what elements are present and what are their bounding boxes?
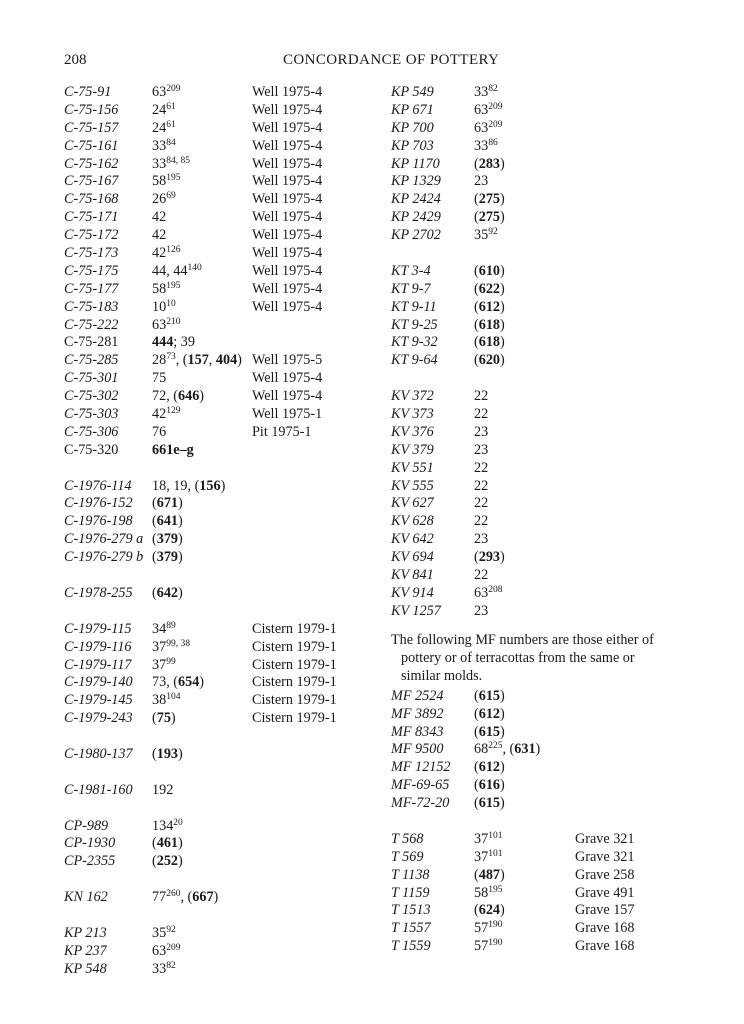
inventory-number: C-75-162	[64, 155, 119, 172]
inventory-number: T 1138	[391, 866, 430, 883]
concordance-row	[64, 352, 364, 370]
inventory-number: C-1979-140	[64, 674, 133, 691]
catalogue-reference: $33^{82}$	[152, 960, 176, 977]
catalogue-reference: 72, (646)	[152, 388, 205, 405]
catalogue-reference: $57^{190}$	[474, 920, 503, 937]
concordance-row	[64, 120, 364, 138]
section-gap	[64, 460, 364, 478]
catalogue-reference: $63^{209}$	[152, 84, 181, 100]
concordance-row	[64, 782, 364, 800]
concordance-row	[391, 724, 691, 742]
inventory-number: C-1979-115	[64, 620, 132, 637]
catalogue-reference: (618)	[474, 334, 505, 351]
inventory-number: KT 9-7	[391, 280, 431, 297]
catalogue-reference: 444; 39	[152, 334, 195, 351]
inventory-number: KV 628	[391, 513, 434, 530]
catalogue-reference: $38^{104}$	[152, 692, 181, 709]
inventory-number: MF 9500	[391, 741, 444, 758]
catalogue-reference: 22	[474, 459, 489, 476]
concordance-row	[391, 603, 691, 621]
section-gap	[64, 567, 364, 585]
catalogue-reference: 22	[474, 477, 489, 494]
concordance-row	[64, 710, 364, 728]
inventory-number: C-75-303	[64, 406, 119, 423]
inventory-number: C-75-183	[64, 298, 119, 315]
inventory-number: KV 642	[391, 531, 434, 548]
concordance-row	[391, 281, 691, 299]
deposit-context: Well 1975-4	[252, 280, 323, 297]
concordance-row	[64, 102, 364, 120]
inventory-number: C-75-302	[64, 388, 119, 405]
catalogue-reference: 22	[474, 406, 489, 423]
catalogue-reference: (612)	[474, 705, 505, 722]
deposit-context: Well 1975-4	[252, 227, 323, 244]
catalogue-reference: 44, $44^{140}$	[152, 262, 202, 279]
catalogue-reference: $28^{73}$, (157, 404)	[152, 352, 242, 369]
catalogue-reference: 23	[474, 423, 489, 440]
section-gap	[64, 800, 364, 818]
concordance-row	[64, 191, 364, 209]
inventory-number: C-75-173	[64, 245, 119, 262]
catalogue-reference: $33^{84}$	[152, 137, 176, 154]
catalogue-reference: (379)	[152, 531, 183, 548]
concordance-row	[391, 495, 691, 513]
inventory-number: KV 694	[391, 549, 434, 566]
concordance-row	[64, 406, 364, 424]
inventory-number: C-75-281	[64, 334, 119, 351]
inventory-number: MF-72-20	[391, 795, 450, 812]
catalogue-reference: (379)	[152, 549, 183, 566]
catalogue-reference: (610)	[474, 262, 505, 279]
deposit-context: Well 1975-4	[252, 388, 323, 405]
inventory-number: C-1979-243	[64, 710, 133, 727]
concordance-row	[391, 706, 691, 724]
catalogue-reference: (283)	[474, 155, 505, 172]
catalogue-reference: $58^{195}$	[474, 884, 503, 901]
concordance-row	[64, 889, 364, 907]
concordance-row	[64, 621, 364, 639]
inventory-number: KV 555	[391, 477, 434, 494]
inventory-number: C-75-301	[64, 370, 119, 387]
catalogue-reference: $33^{82}$	[474, 84, 498, 100]
concordance-row	[391, 334, 691, 352]
concordance-row	[64, 495, 364, 513]
inventory-number: CP-989	[64, 817, 109, 834]
catalogue-reference: 22	[474, 567, 489, 584]
deposit-context: Cistern 1979-1	[252, 656, 337, 673]
concordance-row	[64, 138, 364, 156]
catalogue-reference: $63^{210}$	[152, 316, 181, 333]
concordance-row	[391, 759, 691, 777]
inventory-number: KT 9-25	[391, 316, 438, 333]
catalogue-reference: 661e–g	[152, 441, 194, 458]
catalogue-reference: (293)	[474, 549, 505, 566]
page-number: 208	[64, 52, 87, 68]
catalogue-reference: $37^{99}$	[152, 656, 176, 673]
inventory-number: MF 12152	[391, 759, 451, 776]
catalogue-reference: (275)	[474, 209, 505, 226]
inventory-number: KP 703	[391, 137, 434, 154]
catalogue-reference: $42^{126}$	[152, 245, 181, 262]
catalogue-reference: (671)	[152, 495, 183, 512]
catalogue-reference: $35^{92}$	[152, 924, 176, 941]
section-gap	[64, 907, 364, 925]
concordance-row	[64, 818, 364, 836]
inventory-number: T 1159	[391, 884, 430, 901]
section-gap	[391, 370, 691, 388]
inventory-number: C-1979-116	[64, 638, 132, 655]
concordance-row	[391, 317, 691, 335]
deposit-context: Well 1975-4	[252, 119, 323, 136]
catalogue-reference: $24^{61}$	[152, 101, 176, 118]
concordance-row	[391, 585, 691, 603]
concordance-row	[64, 317, 364, 335]
inventory-number: C-75-171	[64, 209, 119, 226]
concordance-row	[64, 156, 364, 174]
inventory-number: KP 700	[391, 119, 434, 136]
inventory-number: C-75-167	[64, 173, 119, 190]
catalogue-reference: 18, 19, (156)	[152, 477, 226, 494]
catalogue-reference: 192	[152, 781, 174, 798]
catalogue-reference: (612)	[474, 298, 505, 315]
catalogue-reference: (461)	[152, 835, 183, 852]
concordance-row	[64, 853, 364, 871]
deposit-context: Cistern 1979-1	[252, 620, 337, 637]
concordance-row	[391, 460, 691, 478]
inventory-number: KP 2429	[391, 209, 441, 226]
inventory-number: CP-2355	[64, 853, 116, 870]
concordance-row	[391, 741, 691, 759]
inventory-number: KV 914	[391, 584, 434, 601]
concordance-row	[64, 549, 364, 567]
catalogue-reference: $58^{195}$	[152, 280, 181, 297]
deposit-context: Well 1975-4	[252, 84, 323, 100]
concordance-row	[64, 657, 364, 675]
concordance-row	[391, 867, 691, 885]
concordance-row	[391, 795, 691, 813]
concordance-row	[64, 943, 364, 961]
concordance-row	[391, 777, 691, 795]
deposit-context: Cistern 1979-1	[252, 692, 337, 709]
concordance-row	[391, 831, 691, 849]
inventory-number: KT 9-32	[391, 334, 438, 351]
inventory-number: KV 373	[391, 406, 434, 423]
inventory-number: C-1976-198	[64, 513, 133, 530]
inventory-number: T 1513	[391, 902, 431, 919]
concordance-row	[64, 639, 364, 657]
concordance-row	[64, 263, 364, 281]
concordance-row	[64, 424, 364, 442]
inventory-number: KP 549	[391, 84, 434, 100]
inventory-number: KP 213	[64, 924, 107, 941]
concordance-row	[391, 227, 691, 245]
deposit-context: Grave 491	[575, 884, 635, 901]
inventory-number: KV 551	[391, 459, 434, 476]
catalogue-reference: $35^{92}$	[474, 227, 498, 244]
catalogue-reference: $37^{101}$	[474, 830, 503, 847]
catalogue-reference: (75)	[152, 710, 176, 727]
concordance-row	[64, 84, 364, 102]
deposit-context: Well 1975-5	[252, 352, 323, 369]
catalogue-reference: (275)	[474, 191, 505, 208]
deposit-context: Well 1975-4	[252, 370, 323, 387]
concordance-row	[391, 156, 691, 174]
catalogue-reference: 22	[474, 513, 489, 530]
catalogue-reference: (618)	[474, 316, 505, 333]
concordance-row	[64, 209, 364, 227]
deposit-context: Grave 321	[575, 848, 635, 865]
inventory-number: KV 379	[391, 441, 434, 458]
deposit-context: Well 1975-4	[252, 191, 323, 208]
concordance-row	[391, 191, 691, 209]
inventory-number: C-75-175	[64, 262, 119, 279]
concordance-row	[391, 138, 691, 156]
concordance-row	[391, 549, 691, 567]
concordance-row	[391, 102, 691, 120]
concordance-row	[64, 513, 364, 531]
concordance-row	[391, 920, 691, 938]
concordance-row	[64, 245, 364, 263]
catalogue-reference: (193)	[152, 745, 183, 762]
inventory-number: KV 376	[391, 423, 434, 440]
inventory-number: C-75-306	[64, 423, 119, 440]
inventory-number: C-75-156	[64, 101, 119, 118]
inventory-number: C-75-168	[64, 191, 119, 208]
inventory-number: KP 671	[391, 101, 434, 118]
deposit-context: Grave 168	[575, 920, 635, 937]
catalogue-reference: $134^{20}$	[152, 817, 183, 834]
inventory-number: KP 1329	[391, 173, 441, 190]
concordance-row	[64, 585, 364, 603]
deposit-context: Cistern 1979-1	[252, 674, 337, 691]
catalogue-reference: $34^{89}$	[152, 620, 176, 637]
deposit-context: Well 1975-1	[252, 406, 323, 423]
catalogue-reference: $63^{209}$	[474, 101, 503, 118]
deposit-context: Grave 168	[575, 938, 635, 955]
running-head: CONCORDANCE OF POTTERY	[283, 52, 500, 68]
inventory-number: CP-1930	[64, 835, 116, 852]
concordance-row	[391, 406, 691, 424]
concordance-row	[64, 478, 364, 496]
concordance-row	[64, 531, 364, 549]
deposit-context: Well 1975-4	[252, 298, 323, 315]
inventory-number: KV 1257	[391, 602, 441, 619]
inventory-number: T 1559	[391, 938, 431, 955]
section-gap	[64, 764, 364, 782]
concordance-row	[391, 938, 691, 956]
catalogue-reference: $37^{101}$	[474, 848, 503, 865]
inventory-number: T 568	[391, 830, 424, 847]
catalogue-reference: 23	[474, 441, 489, 458]
concordance-row	[64, 370, 364, 388]
catalogue-reference: $57^{190}$	[474, 938, 503, 955]
catalogue-reference: $42^{129}$	[152, 406, 181, 423]
inventory-number: C-1978-255	[64, 584, 133, 601]
catalogue-reference: (620)	[474, 352, 505, 369]
concordance-row	[64, 442, 364, 460]
inventory-number: C-1979-117	[64, 656, 132, 673]
deposit-context: Well 1975-4	[252, 209, 323, 226]
inventory-number: C-75-172	[64, 227, 119, 244]
deposit-context: Well 1975-4	[252, 245, 323, 262]
inventory-number: C-1976-279 a	[64, 531, 144, 548]
deposit-context: Well 1975-4	[252, 155, 323, 172]
concordance-row	[391, 84, 691, 102]
inventory-number: MF 2524	[391, 687, 444, 704]
catalogue-reference: $58^{195}$	[152, 173, 181, 190]
inventory-number: T 569	[391, 848, 424, 865]
concordance-row	[391, 513, 691, 531]
catalogue-reference: (622)	[474, 280, 505, 297]
concordance-row	[391, 531, 691, 549]
concordance-row	[391, 442, 691, 460]
inventory-number: C-75-177	[64, 280, 119, 297]
concordance-row	[391, 688, 691, 706]
concordance-row	[64, 961, 364, 979]
catalogue-reference: 22	[474, 495, 489, 512]
catalogue-reference: 23	[474, 602, 489, 619]
concordance-row	[391, 263, 691, 281]
catalogue-reference: $24^{61}$	[152, 119, 176, 136]
catalogue-reference: $63^{208}$	[474, 584, 503, 601]
inventory-number: KV 372	[391, 388, 434, 405]
concordance-row	[391, 173, 691, 191]
catalogue-reference: 73, (654)	[152, 674, 205, 691]
catalogue-reference: $63^{209}$	[152, 942, 181, 959]
deposit-context: Cistern 1979-1	[252, 638, 337, 655]
inventory-number: KT 9-64	[391, 352, 438, 369]
catalogue-reference: (616)	[474, 777, 505, 794]
concordance-row	[64, 227, 364, 245]
concordance-row	[391, 902, 691, 920]
concordance-row	[64, 835, 364, 853]
inventory-number: KP 2424	[391, 191, 441, 208]
catalogue-reference: 75	[152, 370, 167, 387]
catalogue-reference: 23	[474, 173, 489, 190]
concordance-row	[64, 692, 364, 710]
inventory-number: C-75-285	[64, 352, 119, 369]
section-gap	[64, 728, 364, 746]
inventory-number: KP 2702	[391, 227, 441, 244]
inventory-number: C-1976-279 b	[64, 549, 144, 566]
concordance-row	[64, 746, 364, 764]
inventory-number: C-75-157	[64, 119, 119, 136]
inventory-number: C-75-91	[64, 84, 112, 100]
catalogue-reference: 42	[152, 227, 167, 244]
inventory-number: KT 9-11	[391, 298, 437, 315]
deposit-context: Pit 1975-1	[252, 423, 312, 440]
inventory-number: KN 162	[64, 889, 108, 906]
deposit-context: Grave 258	[575, 866, 635, 883]
section-gap	[64, 603, 364, 621]
inventory-number: C-1976-114	[64, 477, 132, 494]
concordance-row	[391, 849, 691, 867]
concordance-row	[391, 885, 691, 903]
mf-note-paragraph: The following MF numbers are those either of pottery or of terracottas from the same or similar molds.	[391, 631, 654, 684]
inventory-number: MF-69-65	[391, 777, 450, 794]
catalogue-reference: 42	[152, 209, 167, 226]
concordance-left-column	[64, 84, 364, 979]
inventory-number: C-1981-160	[64, 781, 133, 798]
inventory-number: KV 627	[391, 495, 434, 512]
catalogue-reference: $63^{209}$	[474, 119, 503, 136]
concordance-row	[64, 334, 364, 352]
section-gap	[391, 245, 691, 263]
catalogue-reference: (487)	[474, 866, 505, 883]
concordance-row	[391, 352, 691, 370]
deposit-context: Well 1975-4	[252, 137, 323, 154]
inventory-number: MF 8343	[391, 723, 444, 740]
concordance-row	[391, 388, 691, 406]
inventory-number: C-75-320	[64, 441, 119, 458]
inventory-number: C-75-222	[64, 316, 119, 333]
catalogue-reference: 23	[474, 531, 489, 548]
concordance-row	[391, 209, 691, 227]
inventory-number: C-1979-145	[64, 692, 133, 709]
inventory-number: KP 237	[64, 942, 107, 959]
catalogue-reference: (615)	[474, 687, 505, 704]
catalogue-reference: (252)	[152, 853, 183, 870]
deposit-context: Cistern 1979-1	[252, 710, 337, 727]
concordance-row	[391, 567, 691, 585]
catalogue-reference: (641)	[152, 513, 183, 530]
inventory-number: C-1980-137	[64, 745, 133, 762]
inventory-number: KP 1170	[391, 155, 440, 172]
catalogue-reference: $33^{86}$	[474, 137, 498, 154]
catalogue-reference: (624)	[474, 902, 505, 919]
catalogue-reference: 37$^{99, 38}$	[152, 638, 190, 655]
inventory-number: KP 548	[64, 960, 107, 977]
catalogue-reference: (615)	[474, 723, 505, 740]
deposit-context: Well 1975-4	[252, 101, 323, 118]
concordance-row	[64, 173, 364, 191]
section-gap	[64, 871, 364, 889]
concordance-row	[391, 120, 691, 138]
deposit-context: Well 1975-4	[252, 173, 323, 190]
concordance-row	[64, 674, 364, 692]
catalogue-reference: 22	[474, 388, 489, 405]
concordance-row	[391, 478, 691, 496]
concordance-right-column	[391, 84, 691, 956]
deposit-context: Grave 321	[575, 830, 635, 847]
inventory-number: KV 841	[391, 567, 434, 584]
concordance-row	[64, 299, 364, 317]
concordance-row	[391, 299, 691, 317]
inventory-number: MF 3892	[391, 705, 444, 722]
catalogue-reference: 76	[152, 423, 167, 440]
catalogue-reference: 33$^{84, 85}$	[152, 155, 190, 172]
deposit-context: Grave 157	[575, 902, 635, 919]
inventory-number: C-1976-152	[64, 495, 133, 512]
catalogue-reference: (612)	[474, 759, 505, 776]
catalogue-reference: $77^{260}$, (667)	[152, 889, 219, 906]
catalogue-reference: (615)	[474, 795, 505, 812]
concordance-row	[391, 424, 691, 442]
catalogue-reference: $26^{69}$	[152, 191, 176, 208]
catalogue-reference: $68^{225}$, (631)	[474, 741, 541, 758]
concordance-row	[64, 281, 364, 299]
catalogue-reference: $10^{10}$	[152, 298, 176, 315]
catalogue-reference: (642)	[152, 584, 183, 601]
concordance-row	[64, 925, 364, 943]
deposit-context: Well 1975-4	[252, 262, 323, 279]
concordance-row	[64, 388, 364, 406]
inventory-number: C-75-161	[64, 137, 119, 154]
inventory-number: T 1557	[391, 920, 431, 937]
section-gap	[391, 813, 691, 831]
inventory-number: KT 3-4	[391, 262, 431, 279]
